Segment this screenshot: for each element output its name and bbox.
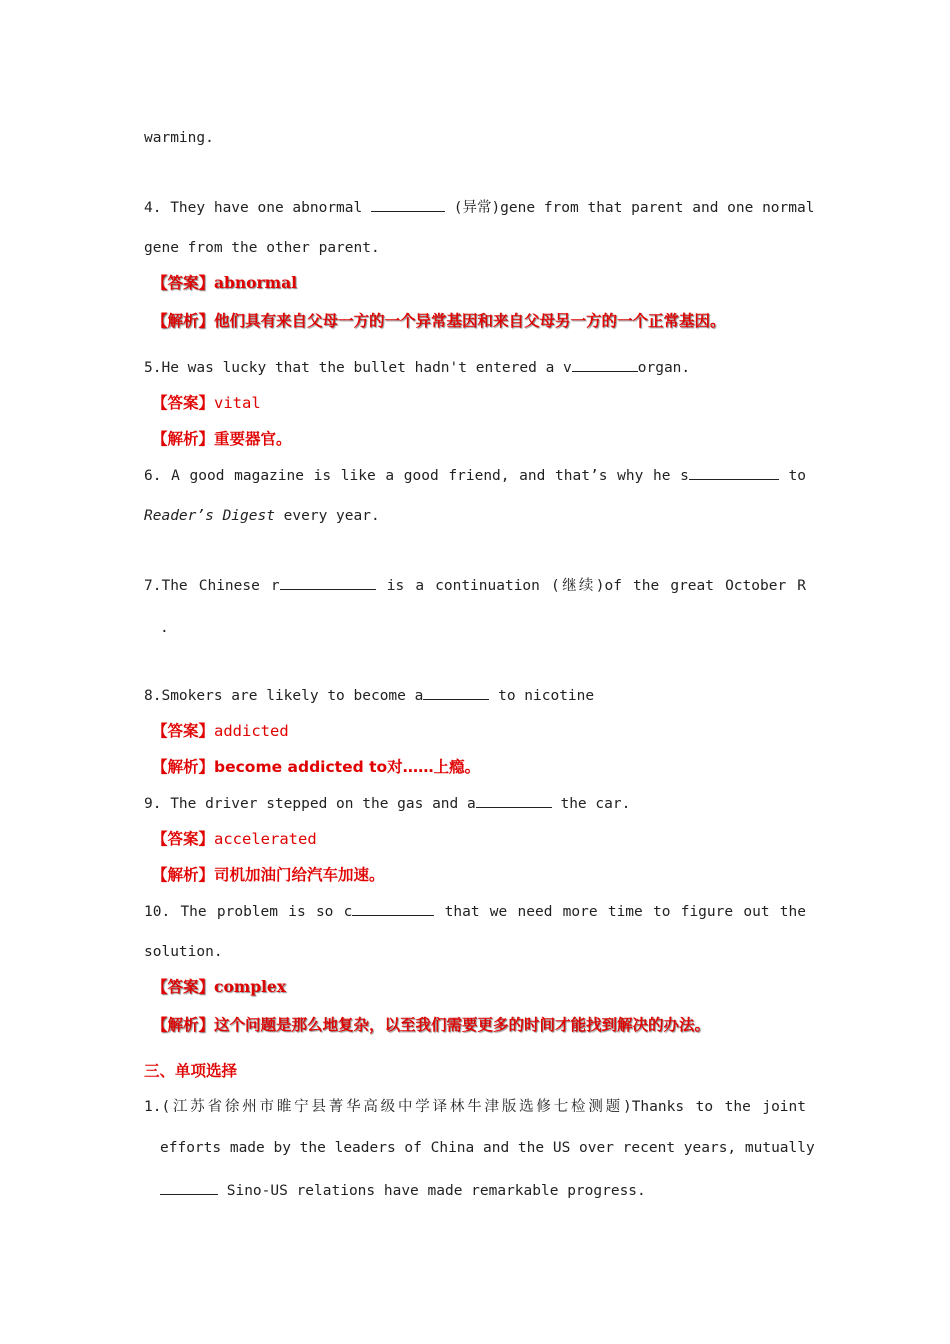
text-line: warming.: [144, 130, 214, 146]
question-7-line-2: .: [160, 620, 169, 636]
analysis-line: 【解析】司机加油门给汽车加速。: [152, 866, 385, 884]
answer-blank: [689, 465, 779, 480]
answer-blank: [160, 1180, 218, 1195]
answer-line: 【答案】complex: [152, 977, 287, 996]
answer-blank: [371, 197, 445, 212]
analysis-line: 【解析】这个问题是那么地复杂，以至我们需要更多的时间才能找到解决的办法。: [152, 1016, 711, 1034]
answer-line: 【答案】abnormal: [152, 273, 298, 292]
mc-question-1-line-1: 1.(江苏省徐州市睢宁县菁华高级中学译林牛津版选修七检测题)Thanks to the joint: [144, 1099, 806, 1115]
question-6-line-2: Reader’s Digest every year.: [144, 508, 380, 524]
answer-blank: [476, 793, 552, 808]
answer-blank: [423, 685, 489, 700]
analysis-line: 【解析】他们具有来自父母一方的一个异常基因和来自父母另一方的一个正常基因。: [152, 312, 726, 330]
analysis-line: 【解析】become addicted to对……上瘾。: [152, 758, 481, 776]
question-10-line-1: 10. The problem is so c that we need more time to figure out the: [144, 901, 806, 922]
question-4-line-2: gene from the other parent.: [144, 240, 380, 256]
answer-line: 【答案】accelerated: [152, 830, 317, 848]
question-5-line: 5.He was lucky that the bullet hadn't entered a v organ.: [144, 357, 806, 378]
question-6-line-1: 6. A good magazine is like a good friend, and that’s why he s to: [144, 465, 806, 486]
question-10-line-2: solution.: [144, 944, 223, 960]
answer-blank: [352, 901, 434, 916]
answer-blank: [280, 575, 376, 590]
question-4-line-1: 4. They have one abnormal (异常)gene from that parent and one normal: [144, 197, 806, 218]
section-heading: 三、单项选择: [144, 1062, 238, 1080]
answer-blank: [572, 357, 638, 372]
mc-question-1-line-3: Sino-US relations have made remarkable progress.: [160, 1180, 806, 1201]
question-7-line-1: 7.The Chinese r is a continuation (继续)of the great October R: [144, 575, 806, 596]
mc-question-1-line-2: efforts made by the leaders of China and the US over recent years, mutually: [160, 1140, 815, 1156]
analysis-line: 【解析】重要器官。: [152, 430, 292, 448]
question-9-line: 9. The driver stepped on the gas and a the car.: [144, 793, 806, 814]
answer-line: 【答案】vital: [152, 394, 261, 412]
question-8-line: 8.Smokers are likely to become a to nicotine: [144, 685, 806, 706]
answer-line: 【答案】addicted: [152, 722, 289, 740]
